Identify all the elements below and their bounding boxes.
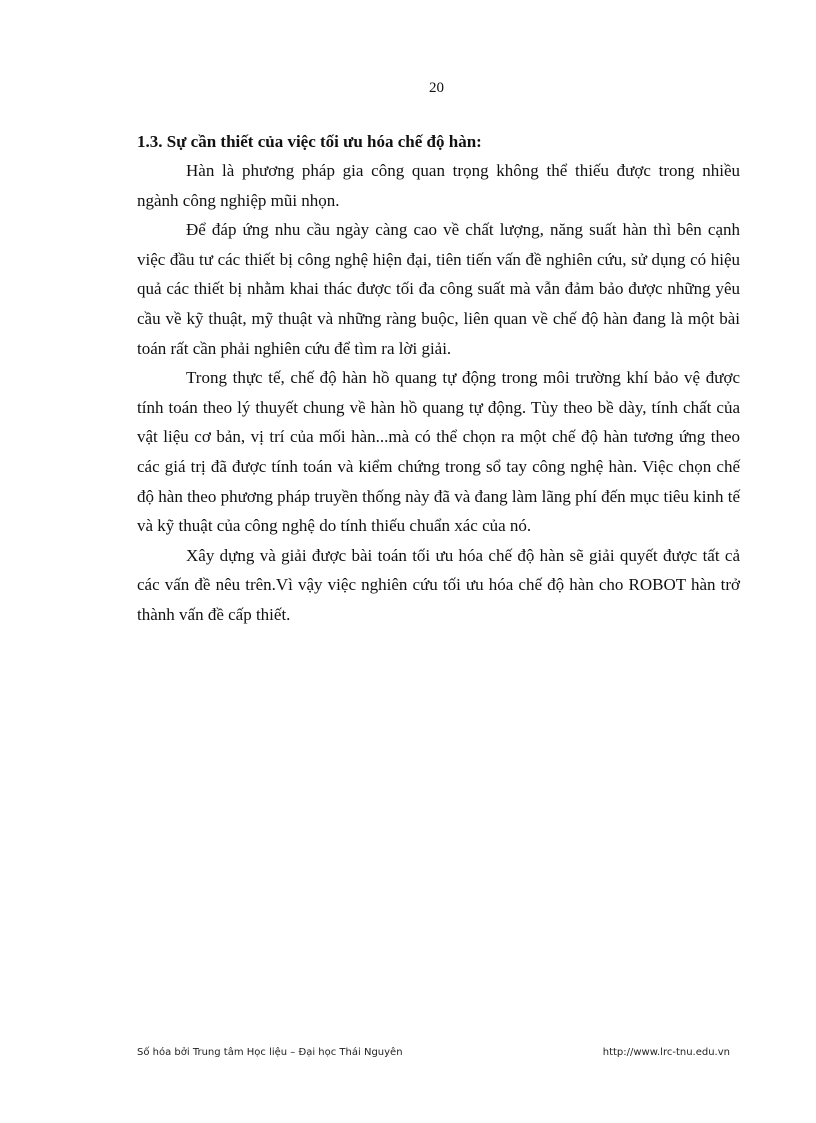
document-body bbox=[137, 128, 740, 630]
footer-url: http://www.lrc-tnu.edu.vn bbox=[602, 1047, 730, 1058]
page-number: 20 bbox=[429, 80, 444, 96]
section-heading: 1.3. Sự cần thiết của việc tối ưu hóa chế độ hàn: bbox=[137, 132, 482, 151]
footer-attribution: Số hóa bởi Trung tâm Học liệu – Đại học Thái Nguyên bbox=[137, 1047, 403, 1058]
paragraph-3: Trong thực tế, chế độ hàn hồ quang tự động trong môi trường khí bảo vệ được tính toán theo lý thuyết chung về hàn hồ quang tự động. Tùy theo bề dày, tính chất của vật liệu cơ bản, vị trí của mối hàn...mà có thể chọn ra một chế độ hàn tương ứng theo các giá trị đã được tính toán và kiểm chứng trong sổ tay công nghệ hàn. Việc chọn chế độ hàn theo phương pháp truyền thống này đã và đang làm lãng phí đến mục tiêu kinh tế và kỹ thuật của công nghệ do tính thiếu chuẩn xác của nó. bbox=[137, 368, 740, 536]
paragraph-4: Xây dựng và giải được bài toán tối ưu hóa chế độ hàn sẽ giải quyết được tất cả các vấn đề nêu trên.Vì vậy việc nghiên cứu tối ưu hóa chế độ hàn cho ROBOT hàn trở thành vấn đề cấp thiết. bbox=[137, 545, 740, 624]
paragraph-1: Hàn là phương pháp gia công quan trọng không thể thiếu được trong nhiều ngành công nghiệp mũi nhọn. bbox=[137, 161, 740, 210]
paragraph-2: Để đáp ứng nhu cầu ngày càng cao về chất lượng, năng suất hàn thì bên cạnh việc đầu tư các thiết bị công nghệ hiện đại, tiên tiến vấn đề nghiên cứu, sử dụng có hiệu quả các thiết bị nhằm khai thác được tối đa công suất mà vẫn đảm bảo được những yêu cầu về kỹ thuật, mỹ thuật và những ràng buộc, liên quan về chế độ hàn đang là một bài toán rất cần phải nghiên cứu để tìm ra lời giải. bbox=[137, 220, 740, 358]
